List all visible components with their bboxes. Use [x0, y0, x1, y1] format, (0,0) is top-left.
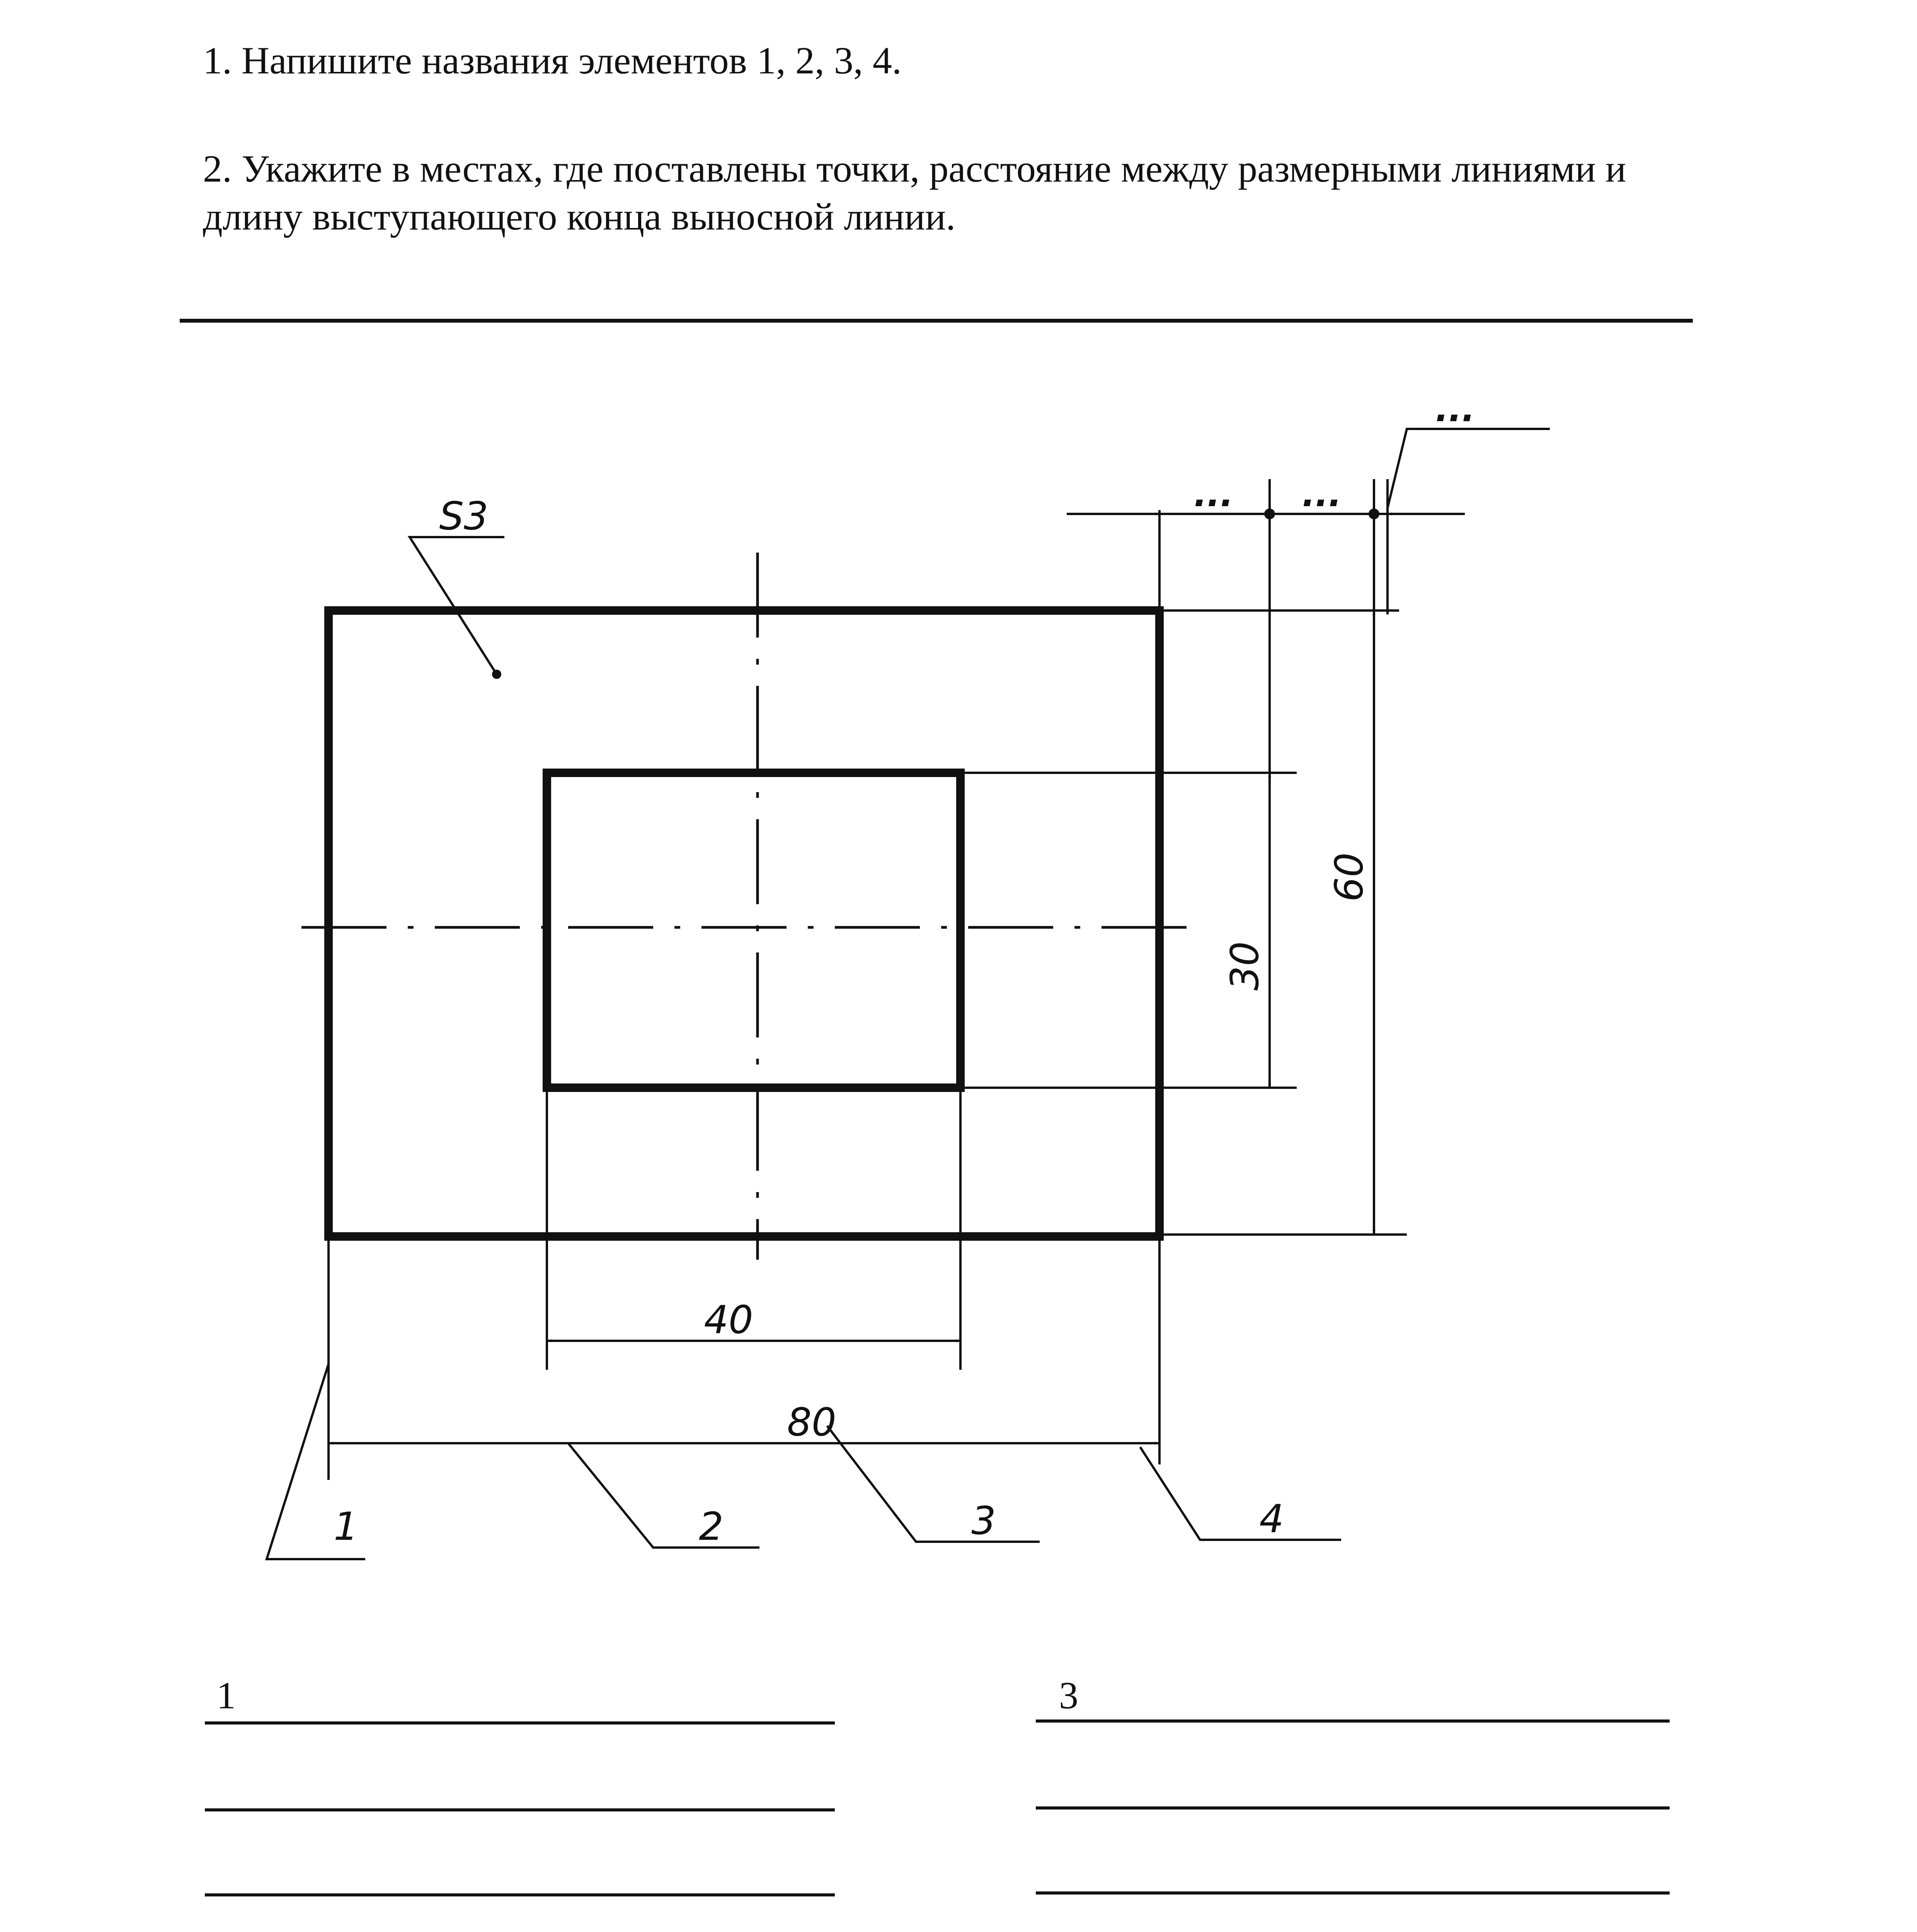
spacing-point-2: [1369, 509, 1379, 519]
dots-label-3: ...: [1435, 389, 1475, 430]
dimension-text-30: 30: [1222, 941, 1267, 991]
leader-number-4: 4: [1259, 1496, 1284, 1541]
material-leader-point: [492, 670, 501, 679]
answer-line[interactable]: [1036, 1891, 1670, 1895]
question-1: 1. Напишите названия элементов 1, 2, 3, 4.: [203, 39, 902, 82]
question-2: 2. Укажите в местах, где поставлены точки, расстояние между размерными линиями и длину выступающего конца выносной линии.: [203, 147, 1626, 238]
answer-line[interactable]: [205, 1893, 835, 1896]
dots-label-1: ...: [1193, 474, 1234, 515]
dimension-text-60: 60: [1326, 852, 1372, 902]
material-leader: [410, 537, 504, 674]
answer-number-1: 1: [216, 1674, 236, 1717]
extension-end-leader: [1388, 429, 1550, 508]
answer-line[interactable]: [1036, 1806, 1670, 1810]
inner-rectangle: [547, 773, 960, 1088]
outer-rectangle: [329, 611, 1159, 1236]
leader-number-1: 1: [334, 1504, 358, 1549]
leader-line-4: [1140, 1447, 1341, 1540]
leader-line-2: [568, 1443, 759, 1548]
spacing-point-1: [1264, 509, 1275, 519]
leader-number-3: 3: [971, 1498, 996, 1543]
answer-line[interactable]: [205, 1808, 835, 1811]
dots-label-2: ...: [1302, 474, 1342, 515]
answer-number-3: 3: [1059, 1674, 1078, 1717]
answer-line[interactable]: [1036, 1719, 1670, 1723]
dimension-text-80: 80: [787, 1400, 836, 1445]
answer-line[interactable]: [205, 1721, 835, 1725]
dimension-text-40: 40: [704, 1297, 753, 1342]
material-label: S3: [439, 493, 489, 539]
leader-number-2: 2: [699, 1504, 724, 1549]
